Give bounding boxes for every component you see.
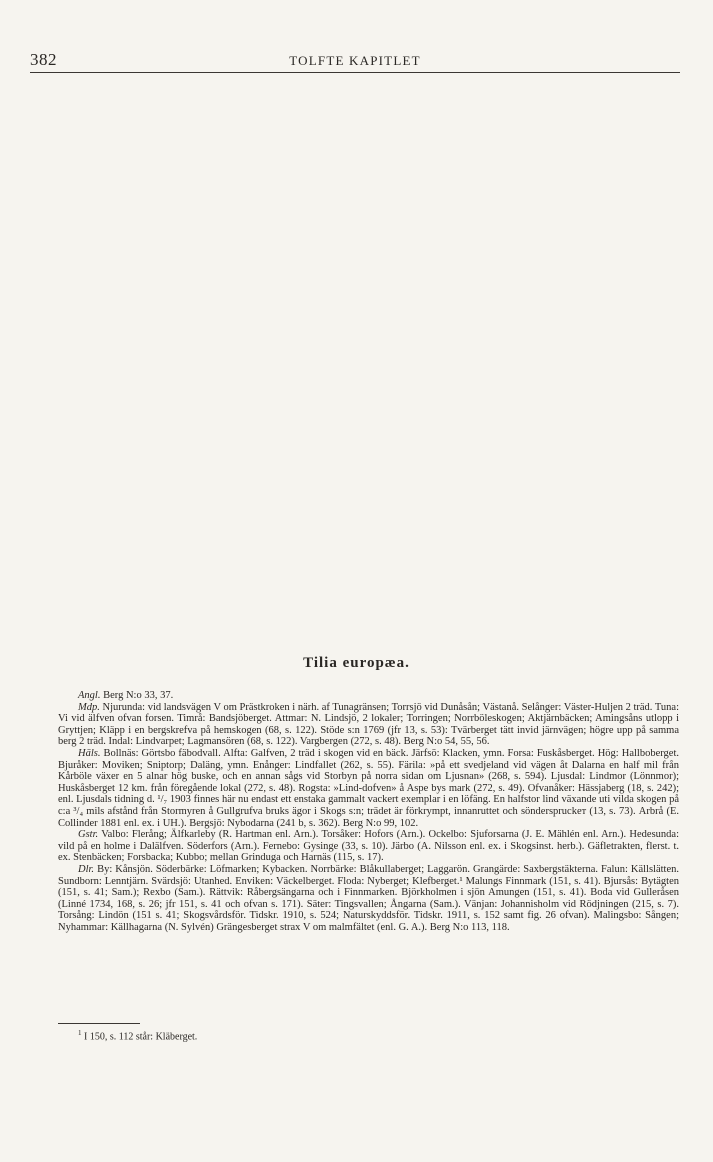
province-abbrev: Mdp. [78,701,100,713]
province-abbrev: Dlr. [78,863,95,875]
header-rule [30,72,680,73]
paragraph-angl [58,690,679,702]
paragraph-text: By: Kånsjön. Söderbärke: Löfmarken; Kybacken. Norrbärke: Blåkullaberget; Laggarön. Grangärde: Saxbergstäkterna. Falun: Källslätten. Sundborn: Lenntjärn. Svärdsjö: Utanhed. Enviken: Väckelberget. Floda: Nyberget; Klefberget.¹ Malungs Finnmark (151, s. 41). Bjursås: Bytägten (151, s. 41; Sam.); Rexbo (Sam.). Rättvik: Råbergsängarna och i Finnmarken. Björkholmen i sjön Amungen (151, s. 41). Boda vid Gulleråsen (Linné 1734, 168, s. 26; jfr 151, s. 41 och ofvan s. 171). Säter: Tingsvallen; Ångarna (Sam.). Vänjan: Johannisholm vid Rödjningen (215, s. 7). Torsång: Lindön (151 s. 41; Skogsvårdsför. Tidskr. 1910, s. 524; Naturskyddsför. Tidskr. 1911, s. 152 samt fig. 26 ofvan). Malingsbo: Sången; Nyhammar: Källhagarna (N. Sylvén) Grängesberget strax V om malmfältet (enl. G. A.). Berg N:o 113, 118. [58,863,679,933]
footnote-rule [58,1023,140,1024]
paragraph-text: Bollnäs: Görtsbo fäbodvall. Alfta: Galfven, 2 träd i skogen vid en bäck. Järfsö: Klacken, ymn. Forsa: Fuskåsberget. Hög: Hallboberget. Bjuråker: Moviken; Sniptorp; Daläng, ymn. Enånger: Lindfallet (262, s. 55). Färila: »på ett svedjeland vid vägen åt Dalarna en half mil från Kårböle växer en 5 alnar hög buske, och en annan sågs vid Storbyn på norra sidan om Ljusnan» (268, s. 594). Ljusdal: Lindmor (Lönnmor); Huskåsberget 12 km. från föregående lokal (272, s. 48). Rogsta: »Lind-dofven» å Aspe bys mark (272, s. 49). Ofvanåker: Hässjaberg (18, s. 242); enl. Ljusdals tidning d. ¹/₇ 1903 finnes här nu endast ett enstaka gammalt vackert exemplar i en löfäng. En halfstor lind växande uti vilda skogen på c:a ³/₄ mils afstånd från Stormyren å Gullgrufva bruks ägor i Skogs s:n; trädet är förkrympt, innanruttet och sönderspruckет (13, s. 73). Arbrå (E. Collinder 1881 enl. ex. i UH.). Bergsjö: Nybodarna (241 b, s. 362). Berg N:o 99, 102. [58,747,679,829]
paragraph-hals [58,748,679,829]
body-text [58,690,679,933]
page-number: 382 [30,50,57,69]
page-header [30,50,680,72]
paragraph-text: Berg N:o 33, 37. [100,690,174,701]
paragraph-dlr [58,864,679,934]
province-abbrev: Angl. [78,690,101,701]
province-abbrev: Gstr. [78,829,99,841]
province-abbrev: Häls. [78,747,101,759]
footnote [78,1027,197,1043]
paragraph-gstr [58,829,679,864]
paragraph-text: Njurunda: vid landsvägen V om Prästkroken i närh. af Tunagränsen; Torrsjö vid Dunåsån; Västanå. Selånger: Väster-Huljen 2 träd. Tuna: Vi vid älfven ofvan forsen. Timrå: Bandsjöberget. Attmar: N. Lindsjö, 2 lokaler; Torringen; Norrböleskogen; Aktjärnbäcken; Amingsåns utlopp i Gryttjen; Kläpp i en bergskrefva på hemskogen (68, s. 122). Stöde s:n 1769 (jfr 13, s. 53): Tvärberget tätt invid järnvägen; högre upp på samma berg 2 träd. Indal: Lindvarpet; Lagmansören (68, s. 122). Vargbergen (272, s. 48). Berg N:o 54, 55, 56. [58,701,679,748]
paragraph-mdp [58,702,679,748]
section-title: Tilia europæa. [303,655,410,671]
footnote-text: I 150, s. 112 står: Kläberget. [81,1031,198,1043]
running-head: TOLFTE KAPITLET [289,53,421,68]
footnote-mark: 1 [78,1029,82,1037]
paragraph-text: Valbo: Flerång; Älfkarleby (R. Hartman enl. Arn.). Torsåker: Hofors (Arn.). Ockelbo: Sjuforsarna (J. E. Mählén enl. Arn.). Hedesunda: vild på en holme i Dalälfven. Söderfors (Arn.). Fernebo: Gysinge (33, s. 10). Järbo (A. Nilsson enl. ex. i Skogsinst. herb.). Gäfletrakten, flerst. t. ex. Stenbäcken; Forsbacka; Kubbo; mellan Grinduga och Harnäs (115, s. 17). [58,829,679,864]
